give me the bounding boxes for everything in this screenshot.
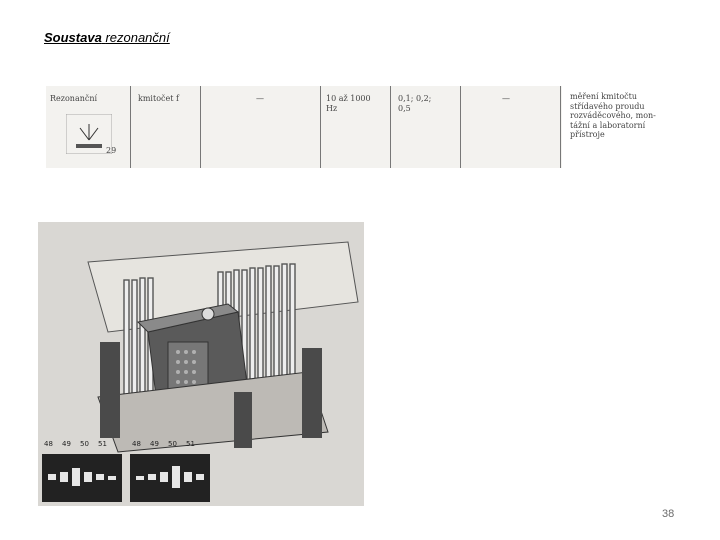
table-divider — [200, 86, 201, 168]
table-cell-type: Rezonanční — [50, 94, 98, 103]
table-cell-number: 29 — [106, 146, 117, 155]
title-word-2: rezonanční — [105, 30, 170, 45]
table-cell-usage: měření kmitočtu střídavého proudu rozváděcového, mon- tážní a laboratorní přístroje — [570, 92, 656, 139]
page-number: 38 — [662, 508, 675, 520]
table-divider — [320, 86, 321, 168]
table-divider — [460, 86, 461, 168]
table-cell-quantity: kmitočet f — [138, 94, 179, 103]
reed-meter-illustration — [38, 222, 364, 506]
slide-title — [44, 30, 170, 45]
scale-label: 49 — [150, 440, 159, 448]
scanned-table — [46, 86, 656, 168]
table-cell-dash-1: — — [256, 94, 264, 103]
table-divider — [130, 86, 131, 168]
scale-label: 49 — [62, 440, 71, 448]
scale-label: 50 — [168, 440, 177, 448]
scale-label: 51 — [186, 440, 195, 448]
scale-label: 50 — [80, 440, 89, 448]
symbol-icon — [66, 114, 112, 154]
table-divider — [560, 86, 561, 168]
table-cell-dash-2: — — [502, 94, 510, 103]
table-cell-class: 0,1; 0,2; 0,5 — [398, 94, 432, 113]
scale-label: 51 — [98, 440, 107, 448]
table-cell-range: 10 až 1000 Hz — [326, 94, 371, 113]
scale-label: 48 — [132, 440, 141, 448]
title-word-1: Soustava — [44, 30, 102, 45]
scale-label: 48 — [44, 440, 53, 448]
table-divider — [390, 86, 391, 168]
